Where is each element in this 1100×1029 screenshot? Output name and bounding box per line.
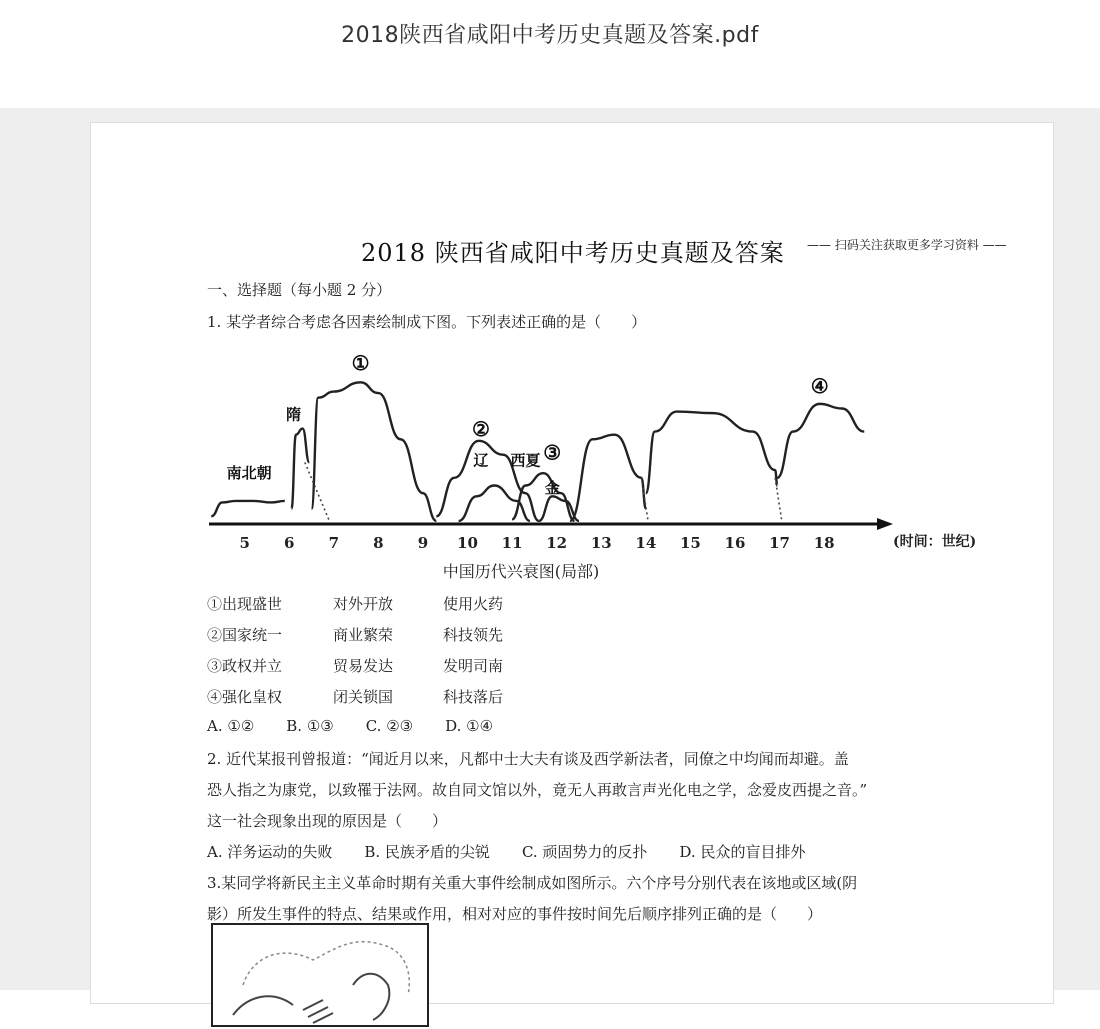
question-3-line: 影）所发生事件的特点、结果或作用，相对对应的事件按时间先后顺序排列正确的是（ ） [207, 905, 823, 923]
chart-annotation: 西夏 [510, 451, 541, 470]
tick-label: 11 [501, 534, 523, 552]
decline-dotted [305, 462, 330, 521]
tick-label: 18 [813, 534, 835, 552]
chart-annotation: ① [351, 351, 370, 375]
title-bar [0, 0, 1100, 108]
answer-choice: B. ①③ [286, 717, 334, 735]
question-2-line: 2. 近代某报刊曾报道：“闻近月以来，凡都中士大夫有谈及西学新法者，同僚之中均闻而却避。盖 [207, 750, 849, 768]
option-cell: 商业繁荣 [333, 626, 394, 644]
tick-label: 5 [239, 534, 250, 552]
answer-choice: C. ②③ [365, 717, 414, 735]
x-axis-label: (时间：世纪) [893, 534, 977, 550]
tick-label: 7 [328, 534, 340, 552]
option-cell: 使用火药 [443, 595, 504, 613]
tick-label: 9 [417, 534, 429, 552]
map-figure [211, 923, 429, 1027]
option-cell: ①出现盛世 [207, 595, 283, 613]
option-cell: 科技领先 [443, 626, 504, 644]
history-chart [191, 348, 977, 581]
option-row-1 [207, 593, 553, 614]
x-axis-arrow [877, 518, 893, 530]
header-note: —— 扫码关注获取更多学习资料 —— [807, 238, 1007, 252]
option-cell: 对外开放 [333, 595, 394, 613]
document-title: 2018陕西省咸阳中考历史真题及答案.pdf [341, 23, 759, 48]
chart-annotation: 南北朝 [226, 463, 272, 482]
tick-label: 13 [590, 534, 612, 552]
answer-choice: D. 民众的盲目排外 [679, 843, 806, 861]
decline-dotted [775, 478, 782, 521]
tick-label: 15 [679, 534, 701, 552]
tick-label: 14 [635, 534, 657, 552]
answer-choice: D. ①④ [445, 717, 494, 735]
chart-annotation: ③ [543, 440, 562, 465]
q2-answers [207, 841, 837, 862]
question-2-line: 这一社会现象出现的原因是（ ） [207, 812, 448, 830]
series-line [646, 412, 777, 494]
option-cell: 发明司南 [443, 657, 504, 675]
option-cell: ④强化皇权 [207, 688, 283, 706]
option-row-3 [207, 655, 553, 676]
chart-annotation: 辽 [473, 451, 489, 470]
tick-label: 16 [724, 534, 746, 552]
tick-label: 12 [546, 534, 568, 552]
question-2-line: 恐人指之为康党，以致罹于法网。故自同文馆以外，竟无人再敢言声光化电之学，念爱皮西提之音。” [207, 781, 868, 799]
series-line [211, 501, 285, 516]
series-line [777, 404, 864, 478]
answer-choice: B. 民族矛盾的尖锐 [364, 843, 490, 861]
answer-choice: A. 洋务运动的失败 [207, 843, 333, 861]
q1-answers [207, 717, 525, 735]
option-row-4 [207, 686, 553, 707]
pdf-viewer[interactable] [0, 108, 1100, 990]
chart-annotation: 隋 [286, 405, 302, 424]
chart-annotation: 金 [544, 479, 560, 498]
page-heading: 2018 陕西省咸阳中考历史真题及答案 [361, 239, 785, 267]
option-cell: 闭关锁国 [333, 688, 394, 706]
question-3-line: 3.某同学将新民主主义革命时期有关重大事件绘制成如图所示。六个序号分别代表在该地或区域(阴 [207, 874, 858, 892]
series-line [312, 382, 437, 521]
tick-label: 8 [373, 534, 384, 552]
chart-annotation: ② [471, 417, 490, 442]
decline-dotted [641, 478, 648, 521]
option-cell: ③政权并立 [207, 657, 283, 675]
option-row-2 [207, 624, 553, 645]
chart-caption: 中国历代兴衰图(局部) [442, 562, 600, 581]
series-line [570, 435, 646, 521]
chart-annotation: ④ [810, 374, 829, 399]
section-title: 一、选择题（每小题 2 分） [207, 281, 392, 299]
answer-choice: C. 顽固势力的反扑 [521, 843, 648, 861]
answer-choice: A. ①② [207, 717, 255, 735]
tick-label: 10 [457, 534, 478, 552]
tick-label: 17 [769, 534, 790, 552]
tick-label: 6 [284, 534, 295, 552]
option-cell: 科技落后 [443, 688, 504, 706]
option-cell: 贸易发达 [333, 657, 394, 675]
option-cell: ②国家统一 [207, 626, 283, 644]
pdf-page [90, 122, 1054, 1004]
map-sketch [213, 925, 427, 1025]
question-1: 1. 某学者综合考虑各因素绘制成下图。下列表述正确的是（ ） [207, 313, 647, 331]
